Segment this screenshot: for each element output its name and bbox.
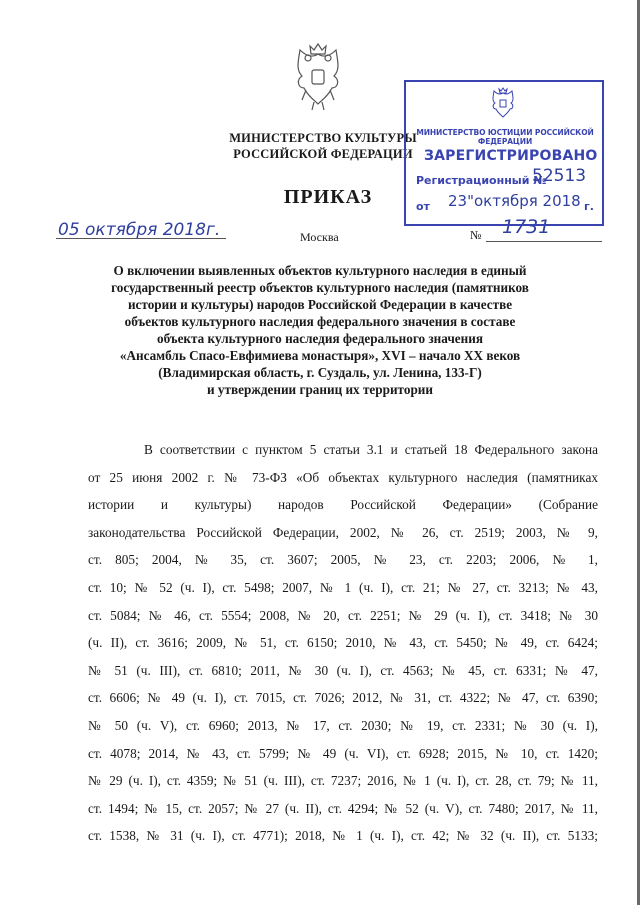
body-line: ст. 1494; № 15, ст. 2057; № 27 (ч. II), ст. 4294; № 52 (ч. V), ст. 7480; 2017, № 11,	[88, 800, 598, 816]
document-title	[70, 262, 570, 398]
title-line: государственный реестр объектов культурного наследия (памятников	[111, 280, 529, 295]
number-sign: №	[470, 228, 482, 242]
ministry-name	[216, 130, 430, 162]
title-line: истории и культуры) народов Российской Федерации в качестве	[127, 297, 513, 312]
stamp-title: ЗАРЕГИСТРИРОВАНО	[424, 148, 598, 164]
number-underline	[486, 241, 602, 242]
stamp-organization: МИНИСТЕРСТВО ЮСТИЦИИ РОССИЙСКОЙ ФЕДЕРАЦИИ	[416, 128, 594, 146]
body-line: ст. 805; 2004, № 35, ст. 3607; 2005, № 23, ст. 2203; 2006, № 1,	[88, 552, 598, 568]
title-line: объекта культурного наследия федерального значения	[157, 331, 483, 346]
body-line: ст. 4078; 2014, № 43, ст. 5799; № 49 (ч. VI), ст. 6928; 2015, № 10, ст. 1420;	[88, 745, 598, 761]
stamp-year-suffix: г.	[584, 200, 594, 213]
body-line: истории и культуры) народов Российской Федерации» (Собрание	[88, 497, 598, 513]
stamp-from-label: от	[416, 200, 430, 213]
title-line: «Ансамбль Спасо-Евфимиева монастыря», XVI – начало XX веков	[119, 348, 521, 363]
body-paragraph	[88, 436, 598, 850]
title-line: О включении выявленных объектов культурного наследия в единый	[113, 263, 527, 278]
body-line: № 50 (ч. V), ст. 6960; 2013, № 17, ст. 2030; № 19, ст. 2331; № 30 (ч. I),	[88, 717, 598, 733]
order-city: Москва	[300, 230, 339, 244]
body-line: законодательства Российской Федерации, 2002, № 26, ст. 2519; 2003, № 9,	[88, 524, 598, 540]
stamp-registration-date: 23"октября 2018	[448, 192, 581, 210]
ministry-line-2: РОССИЙСКОЙ ФЕДЕРАЦИИ	[233, 147, 413, 161]
stamp-registration-number: 52513	[532, 166, 587, 186]
order-number: 1731	[502, 216, 551, 238]
registration-stamp	[404, 80, 604, 226]
title-line: и утверждении границ их территории	[207, 382, 433, 397]
body-line: В соответствии с пунктом 5 статьи 3.1 и статьей 18 Федерального закона	[144, 442, 598, 457]
stamp-registration-label: Регистрационный №	[416, 174, 547, 187]
body-line: от 25 июня 2002 г. № 73-ФЗ «Об объектах культурного наследия (памятниках	[88, 469, 598, 485]
body-line: № 51 (ч. III), ст. 6810; 2011, № 30 (ч. I), ст. 4563; № 45, ст. 6331; № 47,	[88, 662, 598, 678]
body-line: ст. 10; № 52 (ч. I), ст. 5498; 2007, № 1 (ч. I), ст. 21; № 27, ст. 3213; № 43,	[88, 579, 598, 595]
order-title: ПРИКАЗ	[283, 186, 373, 208]
body-line: ст. 5084; № 46, ст. 5554; 2008, № 20, ст. 2251; № 29 (ч. I), ст. 3418; № 30	[88, 607, 598, 623]
title-line: объектов культурного наследия федерального значения в составе	[124, 314, 516, 329]
order-date: 05 октября 2018г.	[58, 220, 221, 240]
date-underline	[56, 238, 226, 239]
title-line: (Владимирская область, г. Суздаль, ул. Ленина, 133-Г)	[158, 365, 482, 380]
body-line: ст. 1538, № 31 (ч. I), ст. 4771); 2018, № 1 (ч. I), ст. 42; № 32 (ч. II), ст. 5133;	[88, 828, 598, 844]
body-line: № 29 (ч. I), ст. 4359; № 51 (ч. III), ст. 7237; 2016, № 1 (ч. I), ст. 28, ст. 79; № 11,	[88, 773, 598, 789]
coat-of-arms-emblem	[286, 40, 350, 112]
stamp-emblem-icon	[488, 86, 518, 120]
body-line: ст. 6606; № 49 (ч. I), ст. 7015, ст. 7026; 2012, № 31, ст. 4322; № 47, ст. 6390;	[88, 690, 598, 706]
ministry-line-1: МИНИСТЕРСТВО КУЛЬТУРЫ	[229, 131, 417, 145]
body-line: (ч. II), ст. 3616; 2009, № 51, ст. 6150; 2010, № 43, ст. 5450; № 49, ст. 6424;	[88, 635, 598, 651]
